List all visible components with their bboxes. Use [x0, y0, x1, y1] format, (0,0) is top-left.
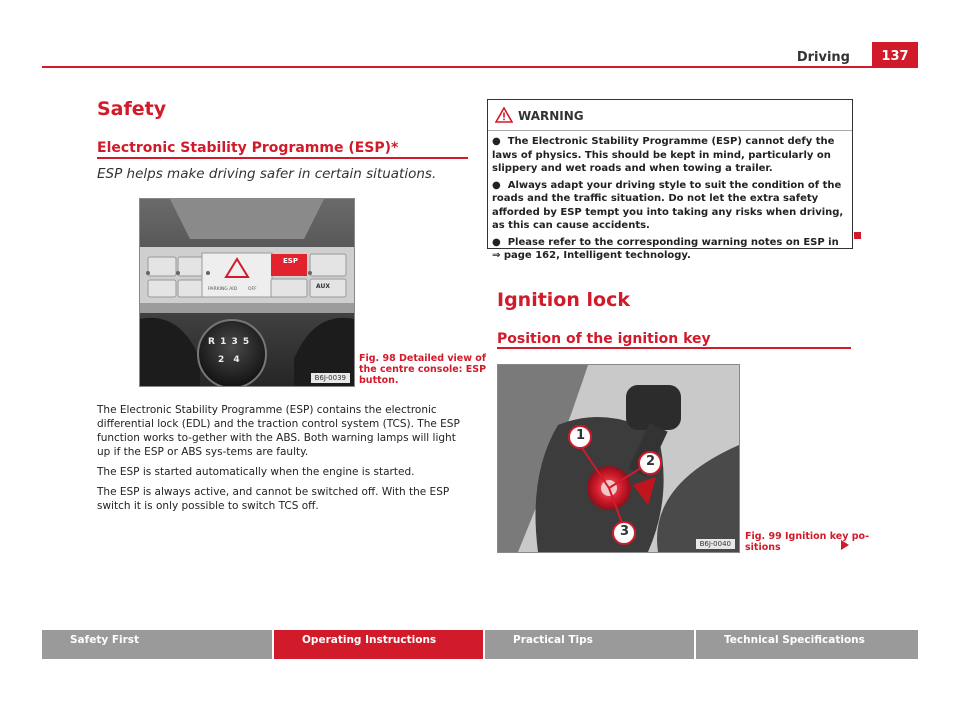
esp-button-label: ESP: [283, 257, 298, 265]
warning-item: [492, 135, 848, 176]
caption-line: Fig. 98 Detailed view of: [359, 353, 486, 364]
paragraph: The ESP is always active, and cannot be switched off. With the ESP switch it is only possible to switch TCS off.: [97, 486, 450, 512]
figure-98-caption: [359, 353, 486, 386]
figure-esp-console: [139, 198, 355, 387]
caption-line: sitions: [745, 542, 781, 553]
ignition-heading-rule: [497, 347, 851, 349]
aux-button-label: AUX: [316, 283, 330, 290]
gear-pattern-top: R 1 3 5: [208, 337, 251, 347]
warning-item-text: Always adapt your driving style to suit the condition of the roads and the traffic situation. Do not let the extra safety afforded by ESP tempt you into taking any risks when driving, as this can cause accidents.: [492, 179, 844, 231]
continue-arrow-icon: [841, 540, 849, 550]
section-end-marker: [854, 232, 861, 239]
paragraph: The ESP is started automatically when the engine is started.: [97, 466, 415, 478]
footer-tab-operating-instructions[interactable]: Operating Instructions: [274, 630, 483, 659]
figure-code: B6J-0040: [696, 539, 735, 549]
callout-3: 3: [620, 524, 630, 539]
bullet: ●: [492, 236, 501, 248]
figure-code: B6J-0039: [311, 373, 350, 383]
esp-heading: Electronic Stability Programme (ESP)*: [97, 140, 399, 156]
warning-box: [487, 99, 853, 261]
bullet: ●: [492, 179, 501, 191]
console-illustration: [140, 199, 354, 386]
esp-lead: ESP helps make driving safer in certain situations.: [97, 166, 437, 182]
warning-body: [488, 131, 852, 263]
warning-title: WARNING: [518, 109, 584, 123]
caption-line: Fig. 99 Ignition key po-: [745, 531, 870, 542]
ignition-heading: Position of the ignition key: [497, 331, 711, 347]
running-header-title: Driving: [796, 50, 850, 65]
footer-nav: [42, 630, 918, 659]
warning-header: [488, 100, 852, 131]
caption-line: the centre console: ESP: [359, 364, 487, 375]
parking-aid-label: PARKING AID: [208, 287, 238, 292]
figure-ignition-key: [497, 364, 740, 553]
footer-tab-technical-specifications[interactable]: Technical Specifications: [696, 630, 918, 659]
caption-line: button.: [359, 375, 399, 386]
esp-body-text: [97, 403, 469, 519]
footer-tab-safety-first[interactable]: Safety First: [42, 630, 272, 659]
figure-99-caption: [745, 531, 869, 553]
warning-item: [492, 179, 848, 233]
callout-1: 1: [576, 428, 586, 443]
page-reference-link[interactable]: ⇒ page 162, Intelligent technology.: [492, 250, 691, 261]
warning-item: [492, 236, 848, 263]
warning-item-text: Please refer to the corresponding warning notes on ESP in: [507, 236, 839, 248]
warning-triangle-icon: [495, 107, 513, 123]
ignition-illustration: [498, 365, 739, 552]
esp-heading-rule: [97, 157, 468, 159]
ignition-section-title: Ignition lock: [497, 289, 630, 311]
footer-tab-practical-tips[interactable]: Practical Tips: [485, 630, 694, 659]
callout-2: 2: [646, 454, 656, 469]
paragraph: The Electronic Stability Programme (ESP) contains the electronic differential lock (EDL) and the traction control system (TCS). The ESP function works to-gether with the ABS. Both warning lamps will light up if the ESP or ABS sys-tems are faulty.: [97, 404, 460, 458]
warning-item-text: The Electronic Stability Programme (ESP) cannot defy the laws of physics. This should be kept in mind, particularly on slippery and wet roads and when towing a trailer.: [492, 136, 835, 174]
section-title: Safety: [97, 98, 167, 120]
page-number: 137: [872, 42, 918, 68]
gear-pattern-bottom: 2 4: [218, 355, 243, 365]
off-label: OFF: [248, 287, 257, 292]
header-rule: [42, 66, 918, 68]
bullet: ●: [492, 136, 501, 147]
